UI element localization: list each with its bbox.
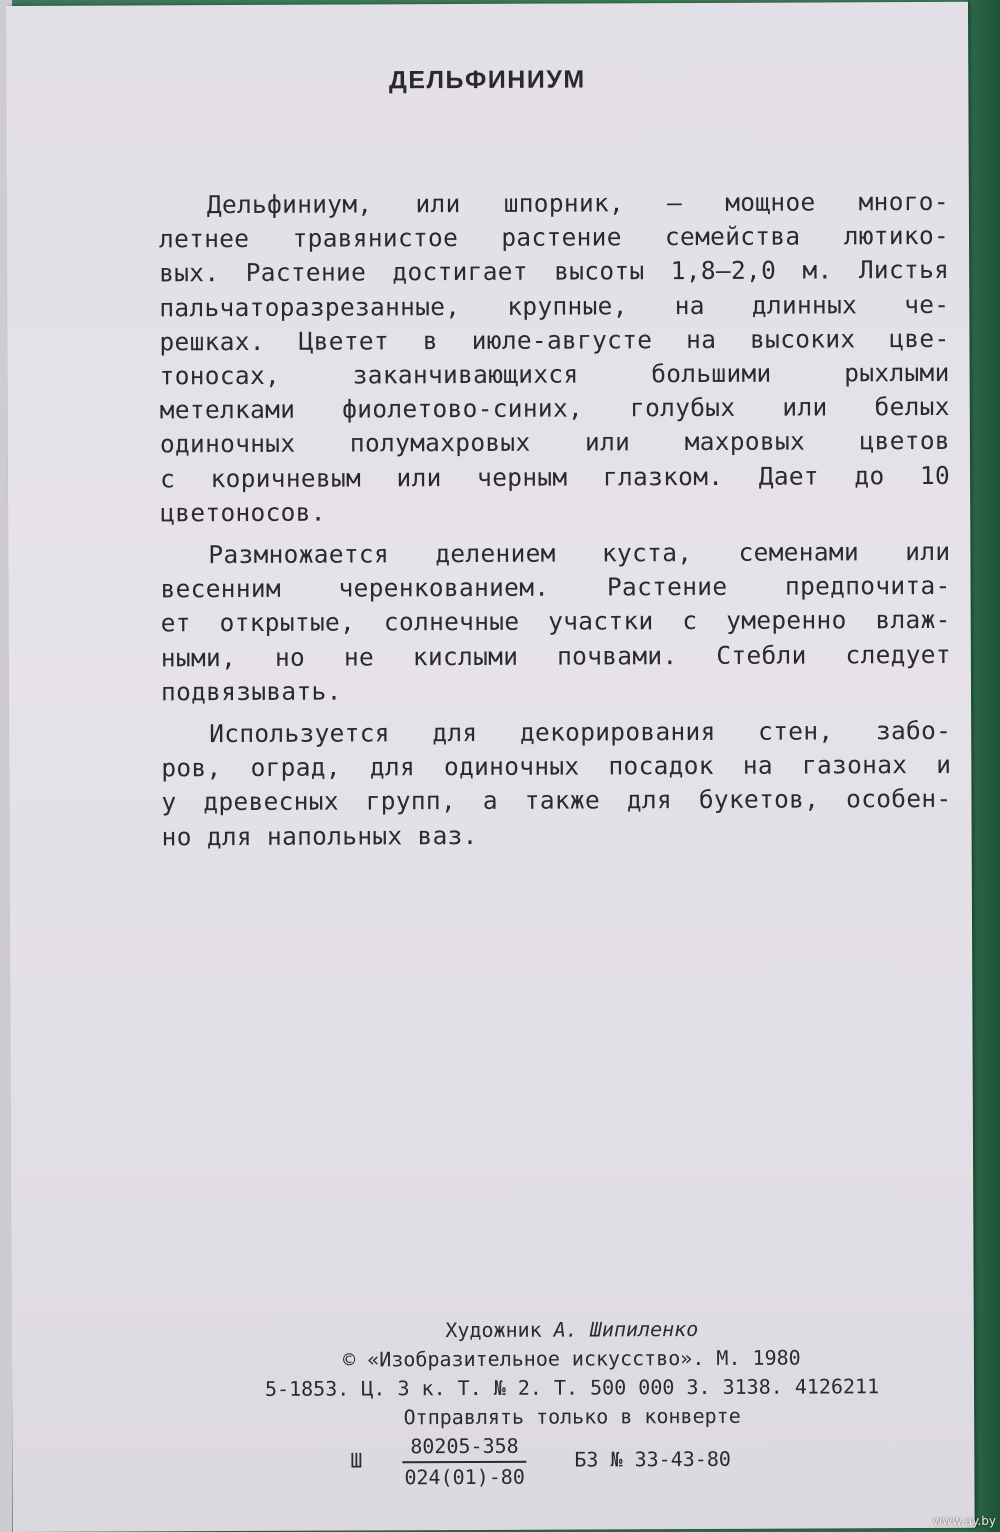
print-info-line: 5-1853. Ц. 3 к. Т. № 2. Т. 500 000 З. 3138. 4126211 bbox=[264, 1374, 880, 1401]
text-line: ет открытые, солнечные участки с умеренно влаж- bbox=[160, 605, 951, 638]
text-line: цветоносов. bbox=[160, 497, 326, 528]
text-line: подвязывать. bbox=[160, 676, 342, 707]
publisher-imprint bbox=[212, 1314, 933, 1491]
text-line: одиночных полумахровых или махровых цветов bbox=[159, 426, 950, 459]
description-text bbox=[159, 185, 952, 862]
index-numerator: 80205-358 bbox=[402, 1432, 527, 1464]
copyright-line: © «Изобразительное искусство». М. 1980 bbox=[343, 1345, 801, 1372]
paragraph-2 bbox=[160, 535, 951, 709]
paragraph-3 bbox=[161, 714, 952, 854]
text-line: тоносах, заканчивающихся большими рыхлыми bbox=[159, 357, 950, 391]
index-fraction bbox=[402, 1432, 527, 1493]
text-line: летнее травянистое растение семейства лютико- bbox=[158, 221, 950, 254]
text-line: вых. Растение достигает высоты 1,8—2,0 м. Листья bbox=[159, 255, 950, 288]
artist-name: А. Шипиленко bbox=[553, 1316, 699, 1342]
envelope-note: Отправлять только в конверте bbox=[403, 1403, 741, 1430]
text-line: ными, но не кислыми почвами. Стебли следует bbox=[160, 639, 951, 672]
index-prefix: Ш bbox=[350, 1448, 363, 1473]
postcard-back bbox=[6, 2, 975, 1532]
text-line: но для напольных ваз. bbox=[161, 820, 478, 851]
text-line: метелками фиолетово-синих, голубых или белых bbox=[159, 392, 950, 425]
text-line: у древесных групп, а также для букетов, особен- bbox=[161, 784, 952, 817]
text-line: Дельфиниум, или шпорник, — мощное много- bbox=[206, 186, 949, 220]
text-line: Используется для декорирования стен, забо- bbox=[209, 715, 952, 749]
index-denominator: 024(01)-80 bbox=[404, 1464, 525, 1490]
text-line: ров, оград, для одиночных посадок на газонах и bbox=[161, 750, 952, 783]
catalog-index bbox=[212, 1430, 932, 1491]
site-watermark: www.ay.by bbox=[932, 1514, 996, 1528]
text-line: с коричневым или черным глазком. Дает до 10 bbox=[159, 460, 951, 493]
card-title: ДЕЛЬФИНИУМ bbox=[388, 65, 586, 95]
text-line: решках. Цветет в июле-августе на высоких цве- bbox=[159, 323, 950, 357]
text-line: весенним черенкованием. Растение предпочита- bbox=[160, 571, 951, 604]
text-line: пальчаторазрезанные, крупные, на длинных че- bbox=[159, 289, 950, 322]
artist-label: Художник bbox=[445, 1317, 542, 1343]
paragraph-1 bbox=[159, 185, 950, 530]
index-suffix: БЗ № 33-43-80 bbox=[574, 1446, 731, 1472]
text-line: Размножается делением куста, семенами или bbox=[208, 536, 951, 570]
artist-credit bbox=[212, 1314, 932, 1346]
